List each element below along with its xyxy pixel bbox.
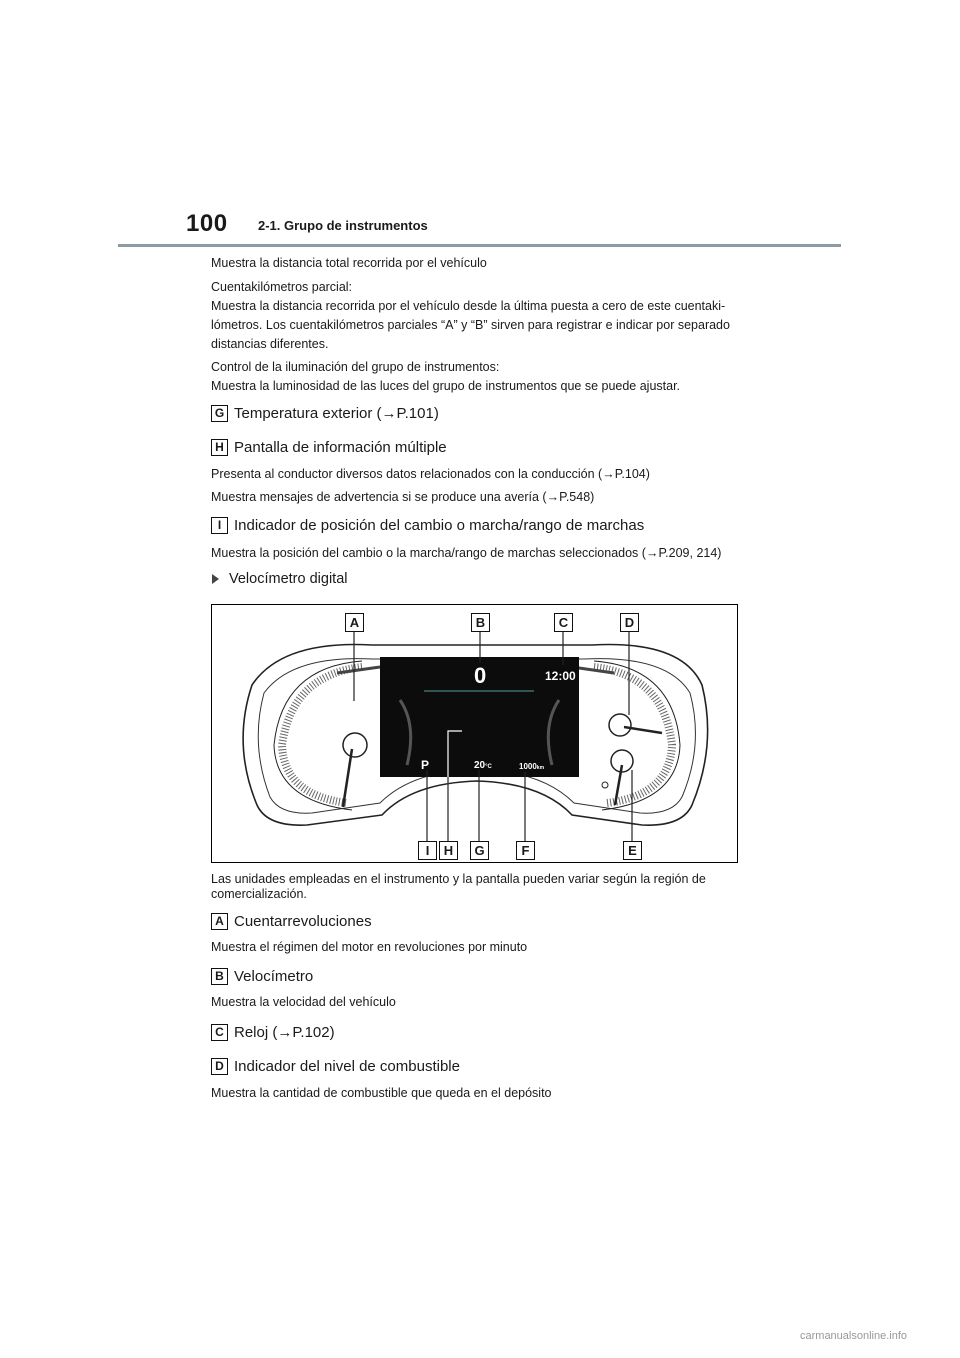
caption: comercialización. [211, 887, 307, 901]
screen-gear: P [421, 758, 430, 772]
watermark: carmanualsonline.info [800, 1330, 908, 1342]
paragraph: lómetros. Los cuentakilómetros parciales “A” y “B” sirven para registrar e indicar por separado [211, 318, 730, 332]
item-b [211, 968, 313, 985]
badge-d: D [211, 1058, 228, 1075]
item-c [211, 1024, 335, 1041]
item-d-desc: Muestra la cantidad de combustible que queda en el depósito [211, 1086, 552, 1100]
instrument-cluster-figure [211, 604, 738, 863]
callout-f: F [516, 841, 535, 860]
header-rule [118, 244, 841, 247]
subheading-text: Velocímetro digital [229, 571, 348, 587]
badge-i: I [211, 517, 228, 534]
screen-odo-unit: km [536, 765, 545, 771]
badge-g: G [211, 405, 228, 422]
item-c-title: Reloj (→P.102) [234, 1024, 335, 1041]
screen-odo-value: 1000 [519, 762, 537, 771]
page-number: 100 [186, 210, 228, 237]
item-h-desc: Muestra mensajes de advertencia si se produce una avería (→P.548) [211, 490, 595, 504]
screen-temp-value: 20 [474, 760, 486, 771]
triangle-bullet-icon [212, 574, 219, 584]
paragraph: Cuentakilómetros parcial: [211, 280, 353, 294]
paragraph: Muestra la distancia total recorrida por el vehículo [211, 256, 487, 270]
section-title: 2-1. Grupo de instrumentos [258, 218, 428, 233]
cluster-drawing [212, 605, 739, 864]
paragraph: Control de la iluminación del grupo de instrumentos: [211, 360, 500, 374]
item-b-desc: Muestra la velocidad del vehículo [211, 995, 396, 1009]
screen-temp [474, 760, 492, 771]
callout-b: B [471, 613, 490, 632]
callout-c: C [554, 613, 573, 632]
badge-b: B [211, 968, 228, 985]
screen-speed: 0 [474, 663, 487, 688]
callout-h: H [439, 841, 458, 860]
item-a-title: Cuentarrevoluciones [234, 913, 372, 930]
callout-i: I [418, 841, 437, 860]
item-i-title: Indicador de posición del cambio o marcha/rango de marchas [234, 517, 645, 534]
screen-odo [519, 762, 544, 771]
paragraph: Muestra la luminosidad de las luces del grupo de instrumentos que se puede ajustar. [211, 379, 681, 393]
caption: Las unidades empleadas en el instrumento y la pantalla pueden variar según la región de [211, 872, 706, 886]
item-g [211, 405, 439, 422]
item-i [211, 517, 644, 534]
screen-clock: 12:00 [545, 669, 576, 683]
item-a-desc: Muestra el régimen del motor en revoluciones por minuto [211, 940, 528, 954]
item-i-desc: Muestra la posición del cambio o la marcha/rango de marchas seleccionados (→P.209, 214) [211, 546, 722, 560]
paragraph: distancias diferentes. [211, 337, 329, 351]
badge-h: H [211, 439, 228, 456]
item-h-title: Pantalla de información múltiple [234, 439, 447, 456]
badge-c: C [211, 1024, 228, 1041]
item-g-title: Temperatura exterior (→P.101) [234, 405, 439, 422]
callout-d: D [620, 613, 639, 632]
item-a [211, 913, 372, 930]
item-h-desc: Presenta al conductor diversos datos relacionados con la conducción (→P.104) [211, 467, 650, 481]
item-h [211, 439, 447, 456]
callout-g: G [470, 841, 489, 860]
badge-a: A [211, 913, 228, 930]
subheading [212, 571, 347, 587]
screen-temp-unit: °C [485, 764, 492, 770]
item-b-title: Velocímetro [234, 968, 314, 985]
callout-a: A [345, 613, 364, 632]
item-d-title: Indicador del nivel de combustible [234, 1058, 460, 1075]
paragraph: Muestra la distancia recorrida por el vehículo desde la última puesta a cero de este cuentaki- [211, 299, 726, 313]
callout-e: E [623, 841, 642, 860]
item-d [211, 1058, 460, 1075]
